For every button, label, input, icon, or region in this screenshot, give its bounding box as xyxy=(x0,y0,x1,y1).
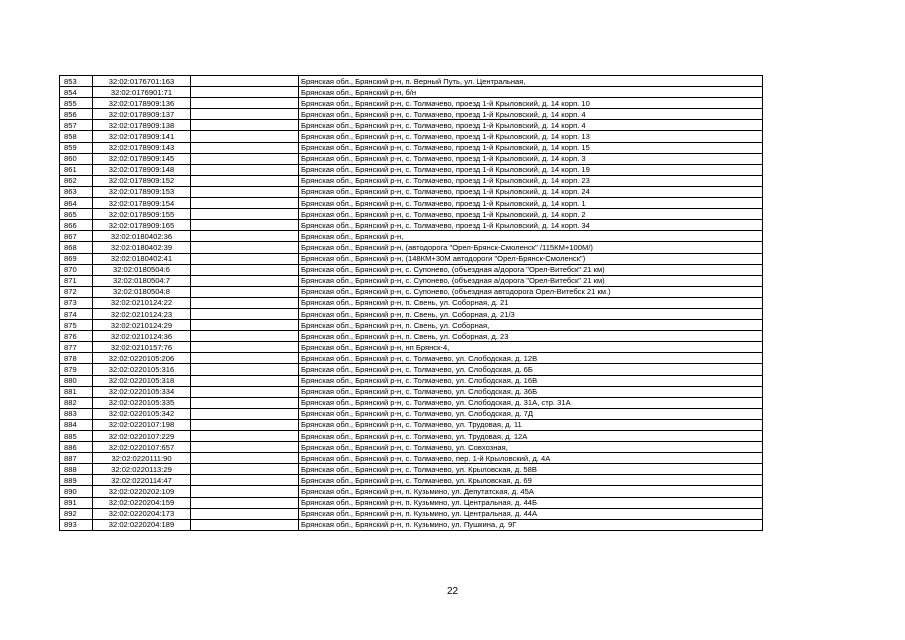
row-number: 854 xyxy=(60,87,93,98)
address: Брянская обл., Брянский р-н, п. Кузьмино, ул. Пушкина, д. 9Г xyxy=(299,519,763,530)
cadastral-number: 32:02:0178909:138 xyxy=(93,120,191,131)
address: Брянская обл., Брянский р-н, п. Свень, ул. Соборная, д. 23 xyxy=(299,331,763,342)
table-row xyxy=(60,308,763,319)
blank-cell xyxy=(191,431,299,442)
table-row xyxy=(60,120,763,131)
address: Брянская обл., Брянский р-н, б/н xyxy=(299,87,763,98)
row-number: 882 xyxy=(60,397,93,408)
cadastral-number: 32:02:0178909:155 xyxy=(93,209,191,220)
address: Брянская обл., Брянский р-н, с. Толмачево, ул. Слободская, д. 6Б xyxy=(299,364,763,375)
row-number: 892 xyxy=(60,508,93,519)
table-row xyxy=(60,442,763,453)
blank-cell xyxy=(191,386,299,397)
address: Брянская обл., Брянский р-н, с. Толмачево, ул. Крыловская, д. 69 xyxy=(299,475,763,486)
row-number: 871 xyxy=(60,275,93,286)
blank-cell xyxy=(191,408,299,419)
row-number: 864 xyxy=(60,198,93,209)
table-row xyxy=(60,286,763,297)
row-number: 876 xyxy=(60,331,93,342)
blank-cell xyxy=(191,320,299,331)
address: Брянская обл., Брянский р-н, с. Толмачево, проезд 1-й Крыловский, д. 14 корп. 13 xyxy=(299,131,763,142)
address: Брянская обл., Брянский р-н, (148КМ+30М автодороги "Орел-Брянск-Смоленск") xyxy=(299,253,763,264)
table-row xyxy=(60,408,763,419)
blank-cell xyxy=(191,186,299,197)
address: Брянская обл., Брянский р-н, нп Брянск-4, xyxy=(299,342,763,353)
blank-cell xyxy=(191,508,299,519)
cadastral-number: 32:02:0220111:90 xyxy=(93,453,191,464)
address: Брянская обл., Брянский р-н, с. Толмачево, ул. Трудовая, д. 12А xyxy=(299,431,763,442)
table-row xyxy=(60,76,763,87)
row-number: 873 xyxy=(60,297,93,308)
cadastral-number: 32:02:0210124:36 xyxy=(93,331,191,342)
table-row xyxy=(60,508,763,519)
row-number: 861 xyxy=(60,164,93,175)
blank-cell xyxy=(191,297,299,308)
blank-cell xyxy=(191,486,299,497)
table-row xyxy=(60,109,763,120)
address: Брянская обл., Брянский р-н, с. Толмачево, пер. 1-й Крыловский, д. 4А xyxy=(299,453,763,464)
address: Брянская обл., Брянский р-н, xyxy=(299,231,763,242)
address: Брянская обл., Брянский р-н, с. Толмачево, проезд 1-й Крыловский, д. 14 корп. 4 xyxy=(299,109,763,120)
table-row xyxy=(60,297,763,308)
table-row xyxy=(60,453,763,464)
row-number: 880 xyxy=(60,375,93,386)
cadastral-number: 32:02:0178909:136 xyxy=(93,98,191,109)
row-number: 887 xyxy=(60,453,93,464)
blank-cell xyxy=(191,253,299,264)
address: Брянская обл., Брянский р-н, с. Толмачево, ул. Слободская, д. 7Д xyxy=(299,408,763,419)
table-row xyxy=(60,342,763,353)
table-row xyxy=(60,98,763,109)
address: Брянская обл., Брянский р-н, с. Толмачево, ул. Слободская, д. 16В xyxy=(299,375,763,386)
address: Брянская обл., Брянский р-н, с. Толмачево, ул. Слободская, д. 12В xyxy=(299,353,763,364)
table-row xyxy=(60,431,763,442)
cadastral-number: 32:02:0176901:71 xyxy=(93,87,191,98)
cadastral-number: 32:02:0220107:229 xyxy=(93,431,191,442)
row-number: 862 xyxy=(60,175,93,186)
row-number: 867 xyxy=(60,231,93,242)
row-number: 868 xyxy=(60,242,93,253)
cadastral-number: 32:02:0210124:22 xyxy=(93,297,191,308)
blank-cell xyxy=(191,164,299,175)
blank-cell xyxy=(191,87,299,98)
table-row xyxy=(60,464,763,475)
blank-cell xyxy=(191,131,299,142)
blank-cell xyxy=(191,342,299,353)
row-number: 878 xyxy=(60,353,93,364)
blank-cell xyxy=(191,198,299,209)
cadastral-number: 32:02:0220105:318 xyxy=(93,375,191,386)
cadastral-number: 32:02:0220105:335 xyxy=(93,397,191,408)
row-number: 877 xyxy=(60,342,93,353)
cadastral-number: 32:02:0220113:29 xyxy=(93,464,191,475)
cadastral-number: 32:02:0180402:39 xyxy=(93,242,191,253)
cadastral-number: 32:02:0178909:145 xyxy=(93,153,191,164)
address: Брянская обл., Брянский р-н, с. Супонево, (объездная автодорога Орел-Витебск 21 км.) xyxy=(299,286,763,297)
table-row xyxy=(60,220,763,231)
cadastral-number: 32:02:0176701:163 xyxy=(93,76,191,87)
cadastral-number: 32:02:0178909:148 xyxy=(93,164,191,175)
blank-cell xyxy=(191,464,299,475)
row-number: 863 xyxy=(60,186,93,197)
row-number: 872 xyxy=(60,286,93,297)
address: Брянская обл., Брянский р-н, (автодорога "Орел-Брянск-Смоленск" /115КМ+100М/) xyxy=(299,242,763,253)
blank-cell xyxy=(191,153,299,164)
cadastral-number: 32:02:0180402:36 xyxy=(93,231,191,242)
table-row xyxy=(60,153,763,164)
row-number: 857 xyxy=(60,120,93,131)
blank-cell xyxy=(191,453,299,464)
blank-cell xyxy=(191,209,299,220)
table-row xyxy=(60,231,763,242)
cadastral-number: 32:02:0220204:189 xyxy=(93,519,191,530)
cadastral-number: 32:02:0180504:7 xyxy=(93,275,191,286)
blank-cell xyxy=(191,364,299,375)
address: Брянская обл., Брянский р-н, с. Супонево, (объездная а/дорога "Орел-Витебск" 21 км) xyxy=(299,264,763,275)
row-number: 884 xyxy=(60,419,93,430)
cadastral-number: 32:02:0220202:109 xyxy=(93,486,191,497)
table-row xyxy=(60,186,763,197)
blank-cell xyxy=(191,120,299,131)
page-number: 22 xyxy=(446,586,459,597)
blank-cell xyxy=(191,109,299,120)
cadastral-number: 32:02:0220107:657 xyxy=(93,442,191,453)
cadastral-number: 32:02:0220105:206 xyxy=(93,353,191,364)
property-table xyxy=(59,75,763,531)
table-row xyxy=(60,175,763,186)
table-row xyxy=(60,320,763,331)
blank-cell xyxy=(191,475,299,486)
address: Брянская обл., Брянский р-н, с. Толмачево, проезд 1-й Крыловский, д. 14 корп. 10 xyxy=(299,98,763,109)
address: Брянская обл., Брянский р-н, с. Толмачево, проезд 1-й Крыловский, д. 14 корп. 23 xyxy=(299,175,763,186)
blank-cell xyxy=(191,442,299,453)
row-number: 855 xyxy=(60,98,93,109)
row-number: 881 xyxy=(60,386,93,397)
address: Брянская обл., Брянский р-н, с. Толмачево, ул. Трудовая, д. 11 xyxy=(299,419,763,430)
table-row xyxy=(60,131,763,142)
cadastral-number: 32:02:0178909:165 xyxy=(93,220,191,231)
blank-cell xyxy=(191,419,299,430)
address: Брянская обл., Брянский р-н, с. Толмачево, проезд 1-й Крыловский, д. 14 корп. 3 xyxy=(299,153,763,164)
blank-cell xyxy=(191,519,299,530)
blank-cell xyxy=(191,308,299,319)
cadastral-number: 32:02:0180504:8 xyxy=(93,286,191,297)
cadastral-number: 32:02:0178909:141 xyxy=(93,131,191,142)
table-row xyxy=(60,87,763,98)
address: Брянская обл., Брянский р-н, с. Толмачево, проезд 1-й Крыловский, д. 14 корп. 4 xyxy=(299,120,763,131)
row-number: 874 xyxy=(60,308,93,319)
row-number: 866 xyxy=(60,220,93,231)
row-number: 885 xyxy=(60,431,93,442)
row-number: 860 xyxy=(60,153,93,164)
row-number: 889 xyxy=(60,475,93,486)
blank-cell xyxy=(191,231,299,242)
table-row xyxy=(60,209,763,220)
address: Брянская обл., Брянский р-н, с. Толмачево, ул. Совхозная, xyxy=(299,442,763,453)
address: Брянская обл., Брянский р-н, с. Толмачево, ул. Слободская, д. 36Б xyxy=(299,386,763,397)
address: Брянская обл., Брянский р-н, п. Верный Путь, ул. Центральная, xyxy=(299,76,763,87)
blank-cell xyxy=(191,264,299,275)
cadastral-number: 32:02:0178909:153 xyxy=(93,186,191,197)
address: Брянская обл., Брянский р-н, п. Свень, ул. Соборная, д. 21/3 xyxy=(299,308,763,319)
row-number: 888 xyxy=(60,464,93,475)
cadastral-number: 32:02:0220114:47 xyxy=(93,475,191,486)
blank-cell xyxy=(191,175,299,186)
row-number: 890 xyxy=(60,486,93,497)
blank-cell xyxy=(191,142,299,153)
cadastral-number: 32:02:0220107:198 xyxy=(93,419,191,430)
blank-cell xyxy=(191,397,299,408)
table-row xyxy=(60,364,763,375)
blank-cell xyxy=(191,220,299,231)
table-row xyxy=(60,331,763,342)
cadastral-number: 32:02:0220105:342 xyxy=(93,408,191,419)
blank-cell xyxy=(191,497,299,508)
row-number: 865 xyxy=(60,209,93,220)
row-number: 853 xyxy=(60,76,93,87)
address: Брянская обл., Брянский р-н, п. Свень, ул. Соборная, xyxy=(299,320,763,331)
cadastral-number: 32:02:0178909:152 xyxy=(93,175,191,186)
cadastral-number: 32:02:0178909:154 xyxy=(93,198,191,209)
cadastral-number: 32:02:0220204:159 xyxy=(93,497,191,508)
table-row xyxy=(60,264,763,275)
cadastral-number: 32:02:0180402:41 xyxy=(93,253,191,264)
cadastral-number: 32:02:0220204:173 xyxy=(93,508,191,519)
row-number: 883 xyxy=(60,408,93,419)
row-number: 879 xyxy=(60,364,93,375)
cadastral-number: 32:02:0220105:334 xyxy=(93,386,191,397)
row-number: 856 xyxy=(60,109,93,120)
blank-cell xyxy=(191,286,299,297)
table-row xyxy=(60,475,763,486)
blank-cell xyxy=(191,98,299,109)
table-row xyxy=(60,142,763,153)
address: Брянская обл., Брянский р-н, с. Супонево, (объездная а/дорога "Орел-Витебск" 21 км) xyxy=(299,275,763,286)
cadastral-number: 32:02:0210157:76 xyxy=(93,342,191,353)
table-row xyxy=(60,375,763,386)
address: Брянская обл., Брянский р-н, с. Толмачево, проезд 1-й Крыловский, д. 14 корп. 2 xyxy=(299,209,763,220)
address: Брянская обл., Брянский р-н, п. Кузьмино, ул. Центральная, д. 44А xyxy=(299,508,763,519)
table-row xyxy=(60,486,763,497)
table-row xyxy=(60,419,763,430)
blank-cell xyxy=(191,242,299,253)
row-number: 875 xyxy=(60,320,93,331)
row-number: 891 xyxy=(60,497,93,508)
cadastral-number: 32:02:0178909:137 xyxy=(93,109,191,120)
table-row xyxy=(60,242,763,253)
cadastral-number: 32:02:0178909:143 xyxy=(93,142,191,153)
row-number: 858 xyxy=(60,131,93,142)
table-row xyxy=(60,353,763,364)
address: Брянская обл., Брянский р-н, с. Толмачево, проезд 1-й Крыловский, д. 14 корп. 19 xyxy=(299,164,763,175)
address: Брянская обл., Брянский р-н, с. Толмачево, проезд 1-й Крыловский, д. 14 корп. 24 xyxy=(299,186,763,197)
address: Брянская обл., Брянский р-н, с. Толмачево, проезд 1-й Крыловский, д. 14 корп. 1 xyxy=(299,198,763,209)
row-number: 859 xyxy=(60,142,93,153)
table-row xyxy=(60,198,763,209)
table-row xyxy=(60,253,763,264)
table-row xyxy=(60,519,763,530)
address: Брянская обл., Брянский р-н, с. Толмачево, проезд 1-й Крыловский, д. 14 корп. 34 xyxy=(299,220,763,231)
cadastral-number: 32:02:0210124:23 xyxy=(93,308,191,319)
row-number: 869 xyxy=(60,253,93,264)
address: Брянская обл., Брянский р-н, с. Толмачево, ул. Слободская, д. 31А, стр. 31А xyxy=(299,397,763,408)
blank-cell xyxy=(191,331,299,342)
blank-cell xyxy=(191,375,299,386)
table-row xyxy=(60,397,763,408)
cadastral-number: 32:02:0180504:6 xyxy=(93,264,191,275)
table-row xyxy=(60,164,763,175)
row-number: 893 xyxy=(60,519,93,530)
blank-cell xyxy=(191,76,299,87)
blank-cell xyxy=(191,275,299,286)
address: Брянская обл., Брянский р-н, п. Свень, ул. Соборная, д. 21 xyxy=(299,297,763,308)
table-row xyxy=(60,275,763,286)
table-row xyxy=(60,497,763,508)
row-number: 870 xyxy=(60,264,93,275)
cadastral-number: 32:02:0220105:316 xyxy=(93,364,191,375)
table-body xyxy=(60,76,763,531)
address: Брянская обл., Брянский р-н, с. Толмачево, проезд 1-й Крыловский, д. 14 корп. 15 xyxy=(299,142,763,153)
table-row xyxy=(60,386,763,397)
address: Брянская обл., Брянский р-н, п. Кузьмино, ул. Центральная, д. 44Б xyxy=(299,497,763,508)
address: Брянская обл., Брянский р-н, с. Толмачево, ул. Крыловская, д. 58В xyxy=(299,464,763,475)
address: Брянская обл., Брянский р-н, п. Кузьмино, ул. Депутатская, д. 45А xyxy=(299,486,763,497)
cadastral-number: 32:02:0210124:29 xyxy=(93,320,191,331)
blank-cell xyxy=(191,353,299,364)
row-number: 886 xyxy=(60,442,93,453)
